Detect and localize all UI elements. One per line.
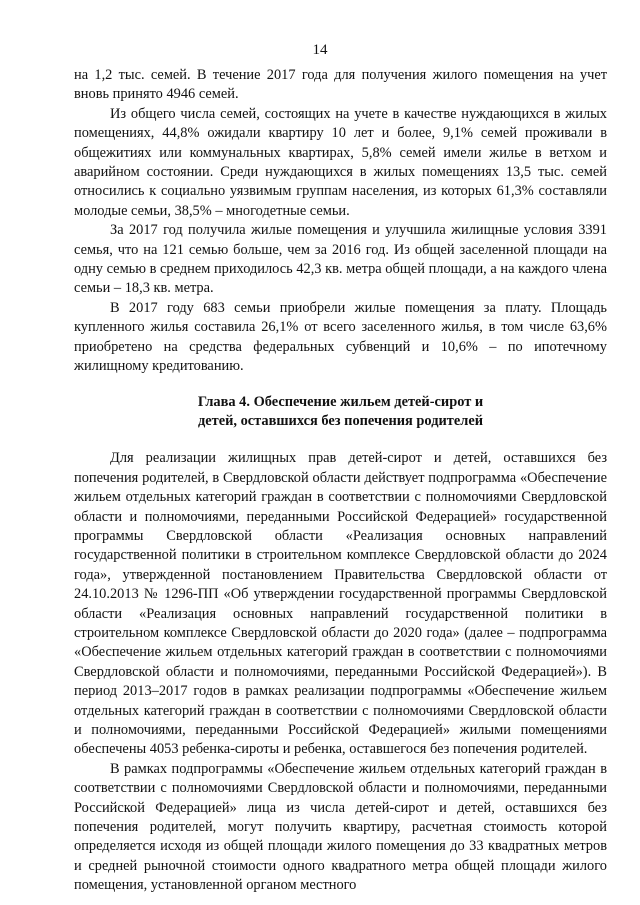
page-number: 14 <box>312 42 328 58</box>
document-body <box>74 66 607 896</box>
paragraph-continuation: на 1,2 тыс. семей. В течение 2017 года для получения жилого помещения на учет вновь принято 4946 семей. <box>74 67 607 103</box>
chapter-heading-line-1: Глава 4. Обеспечение жильем детей-сирот и <box>197 393 484 410</box>
chapter-heading <box>74 393 607 432</box>
paragraph-waiting-families: Из общего числа семей, состоящих на учете в качестве нуждающихся в жилых помещениях, 44,8% ожидали квартиру 10 лет и более, 9,1% семей проживали в общежитиях или коммунальных квартирах, 5,8% семей имели жилье в ветхом и аварийном состоянии. Среди нуждающихся в жилых помещениях 13,5 тыс. семей относились к социально уязвимым группам населения, из которых 61,3% составляли молодые семьи, 38,5% – многодетные семьи. <box>74 105 607 219</box>
paragraph-housing-improved: За 2017 год получила жилые помещения и улучшила жилищные условия 3391 семья, что на 121 семью больше, чем за 2016 год. Из общей заселенной площади на одну семью в среднем приходилось 42,3 кв. метра общей площади, а на каждого члена семьи – 18,3 кв. метра. <box>74 222 607 297</box>
paragraph-subprogram-apartment: В рамках подпрограммы «Обеспечение жильем отдельных категорий граждан в соответствии с полномочиями Свердловской области и полномочиями, переданными Российской Федерацией» лица из числа детей-сирот и детей, оставшихся без попечения родителей, могут получить квартиру, расчетная стоимость которой определяется исходя из общей площади жилого помещения до 33 квадратных метров и средней рыночной стоимости одного квадратного метра общей площади жилого помещения, установленной органом местного <box>74 760 607 894</box>
paragraph-purchased-housing: В 2017 году 683 семьи приобрели жилые помещения за плату. Площадь купленного жилья составила 26,1% от всего заселенного жилья, в том числе 63,6% приобретено на средства федеральных субвенций и 10,6% – по ипотечному жилищному кредитованию. <box>74 299 607 375</box>
chapter-heading-line-2: детей, оставшихся без попечения родителей <box>197 412 483 429</box>
paragraph-subprogram: Для реализации жилищных прав детей-сирот и детей, оставшихся без попечения родителей, в Свердловской области действует подпрограмма «Обеспечение жильем отдельных категорий граждан в соответствии с полномочиями Свердловской области и полномочиями, переданными Российской Федерацией» государственной программы Свердловской области «Реализация основных направлений государственной политики в строительном комплексе Свердловской области до 2024 года», утвержденной постановлением Правительства Свердловской области от 24.10.2013 № 1296-ПП «Об утверждении государственной программы Свердловской области «Реализация основных направлений государственной политики в строительном комплексе Свердловской области до 2020 года» (далее – подпрограмма «Обеспечение жильем отдельных категорий граждан в соответствии с полномочиями Свердловской области и полномочиями, переданными Российской Федерацией»). В период 2013–2017 годов в рамках реализации подпрограммы «Обеспечение жильем отдельных категорий граждан в соответствии с полномочиями Свердловской области и полномочиями, переданными Российской Федерацией» жилыми помещениями обеспечены 4053 ребенка-сироты и ребенка, оставшегося без попечения родителей. <box>74 450 607 758</box>
